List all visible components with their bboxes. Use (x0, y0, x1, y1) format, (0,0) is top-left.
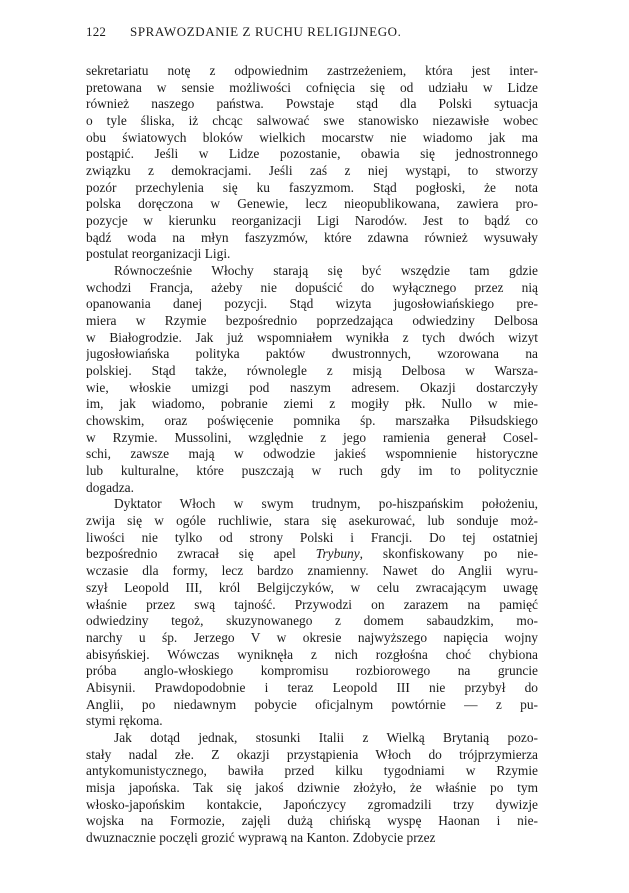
text-line: pretowana w sensie możliwości cofnięcia się od udziału w Lidze (86, 79, 538, 95)
text-line: postąpić. Jeśli w Lidze pozostanie, obawia się jednostronnego (86, 146, 538, 162)
text-line: bądź woda na młyn faszyzmów, które zdawna również wysuwały (86, 229, 538, 245)
paragraph (86, 730, 538, 847)
text-line: o tyle śliska, iż chcąc salwować swe stanowisko niezawisłe wobec (86, 113, 538, 129)
text-line: wojska na Formozie, zajęli dużą chińską wyspę Haonan i nie- (86, 813, 538, 829)
running-title: SPRAWOZDANIE Z RUCHU RELIGIJNEGO. (130, 24, 402, 39)
text-line: postulat reorganizacji Ligi. (86, 246, 231, 262)
text-line: polskiej. Stąd także, równolegle z misją Delbosa w Warsza- (86, 363, 538, 379)
text-line: Abisynii. Prawdopodobnie i teraz Leopold III nie przybył do (86, 679, 538, 695)
text-line: abisyńskiej. Wówczas wyniknęła z nich rozgłośna choć chybiona (86, 646, 538, 662)
text-line: stały nadal złe. Z okazji przystąpienia Włoch do trójprzymierza (86, 746, 538, 762)
text-line: Równocześnie Włochy starają się być wszędzie tam gdzie (114, 263, 538, 279)
text-line: stymi rękoma. (86, 713, 163, 729)
text-line: schi, zawsze mają w odwodzie jakieś wspomnienie historyczne (86, 446, 538, 462)
paragraph (86, 263, 538, 496)
text-line: lub kulturalne, które puszczają w ruch gdy im to politycznie (86, 463, 538, 479)
text-line: zwija się w ogóle ruchliwie, stara się asekurować, lub sonduje moż- (86, 513, 538, 529)
body-text (86, 63, 538, 847)
paragraph (86, 63, 538, 263)
text-line: szył Leopold III, król Belgijczyków, w celu zwracającym uwagę (86, 579, 538, 595)
text-line: misja japońska. Tak się jakoś dziwnie złożyło, że właśnie po tym (86, 779, 538, 795)
text-line: chowskim, oraz poświęcenie pomnika śp. marszałka Piłsudskiego (86, 413, 538, 429)
text-line: Anglii, po niedawnym pobycie oficjalnym powtórnie — z pu- (86, 696, 538, 712)
text-line: sekretariatu notę z odpowiednim zastrzeżeniem, która jest inter- (86, 63, 538, 78)
paragraph (86, 496, 538, 729)
text-line: Dyktator Włoch w swym trudnym, po-hiszpańskim położeniu, (114, 496, 538, 512)
text-line: w Białogrodzie. Jak już wspomniałem wynikła z tych dwóch wizyt (86, 329, 538, 345)
text-line: pozycje w kierunku reorganizacji Ligi Narodów. Jest to bądź co (86, 213, 538, 229)
text-line: narchy u śp. Jerzego V w okresie najwyższego napięcia wojny (86, 629, 538, 645)
text-line: im, jak wiadomo, pobranie ziemi z mogiły płk. Nullo w mie- (86, 396, 538, 412)
text-line: liwości nie tylko od strony Polski i Francji. Do tej ostatniej (86, 529, 538, 545)
text-line: pozór przechylenia się ku faszyzmom. Stąd pogłoski, że nota (86, 179, 538, 195)
text-line: miera w Rzymie bezpośrednio poprzedzająca odwiedziny Delbosa (86, 313, 538, 329)
text-line: dogadza. (86, 479, 134, 495)
text-line: odwiedziny tegoż, skuzynowanego z domem sabaudzkim, mo- (86, 613, 538, 629)
text-line: właśnie przez swą tajność. Przywodzi on zarazem na pamięć (86, 596, 538, 612)
text-line: wie, włoskie umizgi pod naszym adresem. Okazji dostarczyły (86, 379, 538, 395)
text-line: Jak dotąd jednak, stosunki Italii z Wielką Brytanią pozo- (114, 729, 538, 745)
text-line: włosko-japońskim kontakcie, Japończycy zgromadzili trzy dywizje (86, 796, 538, 812)
text-line: również naszego państwa. Powstaje stąd dla Polski sytuacja (86, 96, 538, 112)
page-header (86, 24, 538, 42)
text-line: opanowania danej pozycji. Stąd wizyta jugosłowiańskiego pre- (86, 296, 538, 312)
text-line: jugosłowiańska polityka paktów dwustronnych, wzorowana na (86, 346, 538, 362)
text-line: w Rzymie. Mussolini, względnie z jego ramienia generał Cosel- (86, 429, 538, 445)
text-line: bezpośrednio zwracał się apel Trybuny, skonfiskowany po nie- (86, 546, 538, 562)
page-number: 122 (86, 24, 107, 39)
text-line: dwuznacznie poczęli grozić wyprawą na Kanton. Zdobycie przez (86, 829, 436, 845)
text-line: antykomunistycznego, bawiła przed kilku tygodniami w Rzymie (86, 763, 538, 779)
text-line: obu światowych bloków wielkich mocarstw nie wiadomo jak ma (86, 129, 538, 145)
text-line: związku z demokracjami. Jeśli zaś z niej wystąpi, to stworzy (86, 163, 538, 179)
text-line: polska doręczona w Genewie, lecz nieopublikowana, zawiera pro- (86, 196, 538, 212)
text-line: wchodzi Francja, ażeby nie dopuścić do wyłącznego przez nią (86, 279, 538, 295)
text-line: próba anglo-włoskiego kompromisu rozbiorowego na gruncie (86, 663, 538, 679)
text-line: wczasie dla formy, lecz bardzo znamienny. Nawet do Anglii wyru- (86, 563, 538, 579)
